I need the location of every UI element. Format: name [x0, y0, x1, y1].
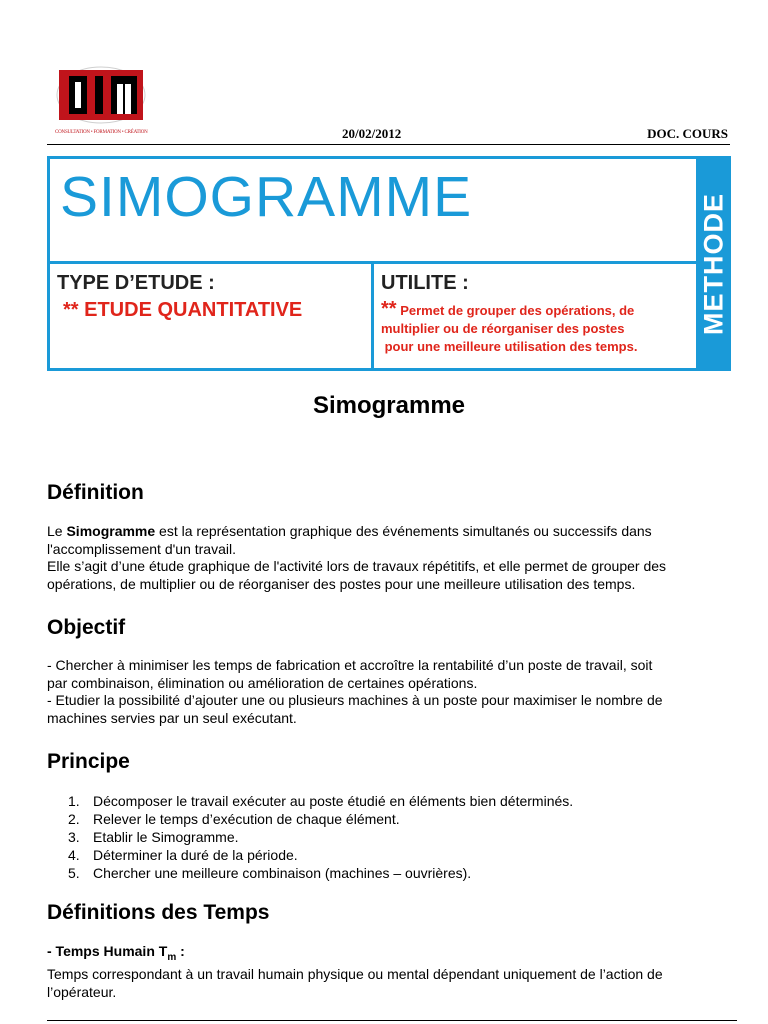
logo-tagline: CONSULTATION • FORMATION • CRÉATION	[55, 130, 148, 135]
principe-list	[68, 792, 573, 882]
heading-objectif: Objectif	[47, 616, 126, 639]
banner-title: SIMOGRAMME	[60, 165, 473, 229]
footer-divider	[47, 1020, 737, 1021]
dim-logo	[55, 62, 147, 142]
term-simogramme: Simogramme	[66, 523, 156, 539]
definition-line-2: l'accomplissement d'un travail.	[47, 540, 236, 557]
temps-line-2: l’opérateur.	[47, 983, 117, 1000]
objectif-paragraph	[47, 657, 737, 727]
utilite-stars: **	[381, 298, 397, 320]
banner-side-tab	[696, 159, 731, 368]
list-item: 3. Etablir le Simogramme.	[68, 829, 239, 845]
definition-paragraph	[47, 523, 737, 593]
header-divider	[47, 144, 730, 145]
temps-paragraph	[47, 943, 737, 1001]
banner-side-label: METHODE	[698, 192, 728, 335]
utilite-line-3: pour une meilleure utilisation des temps.	[381, 339, 638, 354]
objectif-line-3: - Etudier la possibilité d’ajouter une ou plusieurs machines à un poste pour maximiser le nombre de	[47, 692, 663, 708]
heading-principe: Principe	[47, 750, 130, 773]
objectif-line-1: - Chercher à minimiser les temps de fabrication et accroître la rentabilité d’un poste de travail, soit	[47, 657, 653, 673]
utilite-label: UTILITE :	[381, 272, 469, 294]
list-item: 2. Relever le temps d’exécution de chaque élément.	[68, 811, 400, 827]
utilite-line-2: multiplier ou de réorganiser des postes	[381, 321, 625, 336]
document-date: 20/02/2012	[342, 126, 402, 141]
dim-logo-graphic	[55, 62, 147, 128]
definition-line-3: Elle s’agit d’une étude graphique de l'activité lors de travaux répétitifs, et elle permet de grouper des	[47, 558, 667, 574]
type-etude-value: ** ETUDE QUANTITATIVE	[63, 299, 303, 321]
type-etude-label: TYPE D’ETUDE :	[57, 272, 215, 294]
utilite-text	[381, 300, 691, 356]
temps-line-1: Temps correspondant à un travail humain physique ou mental dépendant uniquement de l’action de	[47, 966, 663, 983]
title-banner	[47, 156, 731, 371]
banner-divider-vertical	[371, 261, 374, 371]
objectif-line-4: machines servies par un seul exécutant.	[47, 709, 297, 726]
list-item: 5. Chercher une meilleure combinaison (machines – ouvrières).	[68, 865, 472, 881]
heading-definition: Définition	[47, 481, 144, 504]
list-item: 1. Décomposer le travail exécuter au poste étudié en éléments bien déterminés.	[68, 793, 574, 809]
heading-definitions-temps: Définitions des Temps	[47, 901, 270, 924]
utilite-line-1: ** Permet de grouper des opérations, de	[381, 298, 635, 320]
document-type: DOC. COURS	[647, 126, 728, 141]
list-item: 4. Déterminer la duré de la période.	[68, 847, 298, 863]
definition-line-1: Le Simogramme est la représentation graphique des événements simultanés ou successifs dans	[47, 523, 652, 539]
objectif-line-2: par combinaison, élimination ou amélioration de certaines opérations.	[47, 674, 478, 691]
definition-line-4: opérations, de multiplier ou de réorganiser des postes pour une meilleure utilisation des temps.	[47, 575, 636, 592]
temps-humain-label: - Temps Humain $T_m$ :	[47, 943, 185, 963]
page-title: Simogramme	[312, 392, 466, 419]
